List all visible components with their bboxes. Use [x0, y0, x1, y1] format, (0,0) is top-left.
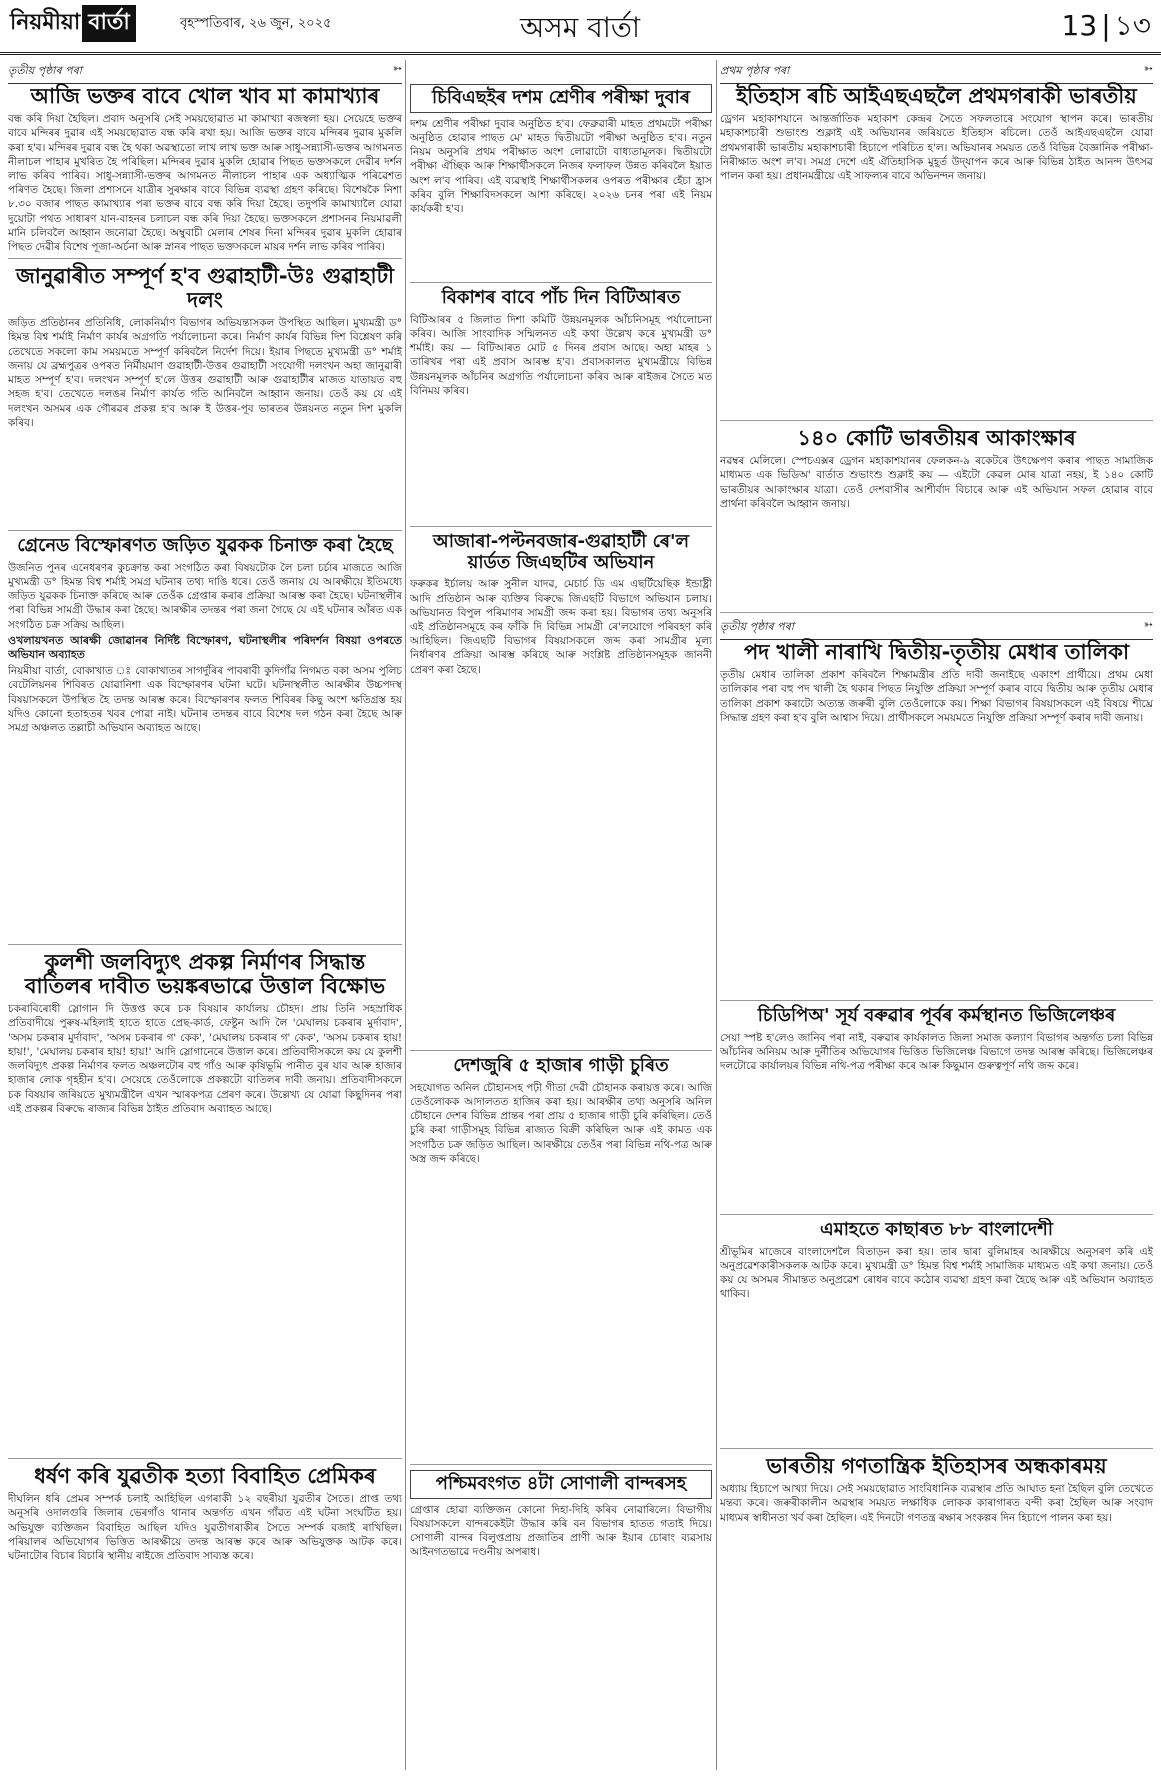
- headline: কুলশী জলবিদ্যুৎ প্ৰকল্প নিৰ্মাণৰ সিদ্ধান্ত বাতিলৰ দাবীত ভয়ঙ্কৰভাৱে উত্তাল বিক্ষোভ: [24, 950, 386, 999]
- story-merit-list: [720, 638, 1153, 1001]
- kicker-text: প্ৰথম পৃষ্ঠাৰ পৰা: [720, 64, 790, 77]
- logo-part2: বার্তা: [82, 5, 136, 42]
- headline: বিকাশৰ বাবে পাঁচ দিন বিটিআৰত: [441, 287, 681, 308]
- headline: পদ খালী নাৰাখি দ্বিতীয়-তৃতীয় মেধাৰ তালিকা: [743, 640, 1130, 664]
- headline: ধৰ্ষণ কৰি যুৱতীক হত্যা বিবাহিত প্ৰেমিকৰ: [34, 1464, 376, 1488]
- headline: চিডিপিঅ' সূৰ্য বৰুৱাৰ পূৰ্বৰ কৰ্মস্থানত ভিজিলেঞ্চৰ: [757, 1005, 1116, 1026]
- headline: আজাৰা-পল্টনবজাৰ-গুৱাহাটী ৰে'ল য়াৰ্ডত জিএছটিৰ অভিযান: [433, 531, 689, 573]
- kicker-text: তৃতীয় পৃষ্ঠাৰ পৰা: [8, 64, 82, 77]
- story-btr: [410, 286, 712, 527]
- page-number-latin: 13: [1061, 9, 1098, 42]
- headline: ভাৰতীয় গণতান্ত্ৰিক ইতিহাসৰ অন্ধকাৰময়: [766, 1454, 1107, 1478]
- story-kamakhya: [8, 82, 402, 259]
- page-number-local: ১৩: [1114, 9, 1151, 42]
- story-body: দীঘলিন ধৰি প্ৰেমৰ সম্পৰ্ক চলাই আহিছিল এগৰাকী ১২ বছৰীয়া যুৱতীৰ সৈতে। প্ৰাপ্ত তথ্য অনুসৰি ওদালগুৰি জিলাৰ ভেৰগাঁও থানাৰ অন্তৰ্গত এখন গাঁৱত এই ঘটনা সংঘটিত হয়। অভিযুক্ত ব্যক্তিজন বিবাহিত আছিল যদিও যুৱতীগৰাকীৰ সৈতে সম্পৰ্ক বজাই ৰাখিছিল। পৰিয়ালৰ অভিযোগৰ ভিত্তিত আৰক্ষীয়ে তদন্ত আৰম্ভ কৰে আৰু অভিযুক্তক আটক কৰে। ঘটনাটোৰ বিচাৰ বিচাৰি স্থানীয় ৰাইজে প্ৰতিবাদ সাব্যস্ত কৰে।: [8, 1493, 402, 1562]
- newspaper-logo: [10, 6, 160, 40]
- story-iss: [720, 82, 1153, 421]
- headline: চিবিএছইৰ দশম শ্ৰেণীৰ পৰীক্ষা দুবাৰ: [410, 84, 712, 113]
- headline: এমাহতে কাছাৰত ৮৮ বাংলাদেশী: [820, 1219, 1053, 1240]
- continued-kicker: [720, 618, 1153, 640]
- headline: ইতিহাস ৰচি আইএছএছলৈ প্ৰথমগৰাকী ভাৰতীয়: [736, 84, 1137, 108]
- story-bangladeshi: [720, 1218, 1153, 1449]
- continue-arrow-icon: ➳: [1143, 618, 1153, 631]
- story-body: গ্ৰেপ্তাৰ হোৱা ব্যক্তিজন কোনো দিহা-দিহি কৰিব নোৱাৰিলে। বিভাগীয় বিষয়াসকলে বান্দৰকেইটা উদ্ধাৰ কৰি বন বিভাগৰ হাতত গতাই দিয়ে। সোণালী বান্দৰ বিলুপ্তপ্ৰায় প্ৰজাতিৰ প্ৰাণী আৰু ইয়াৰ চোৰাং ব্যৱসায় আইনগতভাৱে দণ্ডনীয় অপৰাধ।: [410, 1503, 712, 1559]
- story-murder: [8, 1462, 402, 1770]
- story-golden-monkey: [410, 1468, 712, 1770]
- kicker-text: তৃতীয় পৃষ্ঠাৰ পৰা: [720, 620, 794, 633]
- logo-part1: নিয়মীয়া: [10, 9, 81, 35]
- story-vigilance: [720, 1004, 1153, 1215]
- story-body: নিয়মীয়া বাৰ্তা, বোকাখাত ঃ বোকাখাতৰ সাগৰ্দুৰিৰ পাবৰাবী কুদিগাঁৱ নিগমত বকা অসম পুলিচ বেটেলিয়নৰ শিবিৰত যোৱানিশা এক বিস্ফোৰণৰ ঘটনা ঘটে। ঘটনাস্থলীত আৰক্ষীৰ উচ্চপদস্থ বিষয়াসকলে উপস্থিত হৈ তদন্ত আৰম্ভ কৰে। বিস্ফোৰণৰ ফলত শিবিৰৰ কিছু অংশ ক্ষতিগ্ৰস্ত হয় যদিও কোনো হতাহতৰ খবৰ পোৱা নাই। ঘটনাৰ তদন্তৰ বাবে বিশেষ দল গঠন কৰা হৈছে আৰু সমগ্ৰ অঞ্চলত তল্লাচী অভিযান অব্যাহত আছে।: [8, 665, 402, 734]
- headline: গ্ৰেনেড বিস্ফোৰণত জড়িত যুৱকক চিনাক্ত কৰা হৈছে: [17, 535, 393, 556]
- story-body: অধ্যায় হিচাপে আখ্যা দিয়ে। সেই সময়ছোৱাত সাংবিধানিক ব্যৱস্থাৰ প্ৰতি আঘাত হনা হৈছিল বুলি তেখেতে মন্তব্য কৰে। জৰুৰীকালীন অৱস্থাৰ সময়ত লক্ষাধিক লোকক কাৰাগাৰত বন্দী কৰা হৈছিল আৰু সংবাদ মাধ্যমৰ স্বাধীনতা খৰ্ব কৰা হৈছিল। এই দিনটো গণতন্ত্ৰ ৰক্ষাৰ সংকল্পৰ দিন হিচাপে পালন কৰা হয়।: [720, 1483, 1153, 1524]
- story-body: জড়িত প্ৰতিষ্ঠানৰ প্ৰতিনিধি, লোকনিৰ্মাণ বিভাগৰ অভিযন্তাসকল উপস্থিত আছিল। মুখ্যমন্ত্ৰী ড° হিমন্ত বিশ্ব শৰ্মাই নিৰ্মাণ কাৰ্যৰ অগ্ৰগতি পৰ্যালোচনা কৰে। নিৰ্মাণ কাৰ্যৰ বিভিন্ন দিশ বিশ্লেষণ কৰি তেখেতে সকলো কাম সময়মতে সম্পূৰ্ণ কৰিবলৈ নিৰ্দেশ দিয়ে। ইয়াৰ পিছতে মুখ্যমন্ত্ৰী ড° শৰ্মাই জনায় যে ব্ৰহ্মপুত্ৰৰ ওপৰত নিৰ্মীয়মাণ গুৱাহাটী-উত্তৰ গুৱাহাটী সংযোগী দলংখন অহা জানুৱাৰী মাহত সম্পূৰ্ণ হ'ব। দলংখন সম্পূৰ্ণ হ'লে উত্তৰ গুৱাহাটী আৰু গুৱাহাটীৰ মাজত যাতায়ত বহু সহজ হ'ব। তেখেতে দলঙৰ নিৰ্মাণ কাৰ্যত গতি আনিবলৈ আহ্বান জনায়। তেওঁ কয় যে এই দলংখন অসমৰ এক গৌৰৱৰ প্ৰকল্প হ'ব আৰু ই উত্তৰ-পূব ভাৰতৰ উন্নয়নত নতুন দিশ মুকলি কৰিব।: [8, 317, 402, 429]
- story-body: চকৰাবিৰোধী স্লোগান দি উত্তপ্ত কৰে চক বিষয়াৰ কাৰ্যালয় চৌহদ। প্ৰায় তিনি সহস্ৰাধিক প্ৰতিবাদীয়ে পুৰুষ-মহিলাই হাতে হাতে প্ৰেছ-কাৰ্ড, ফেষ্টুন আদি লৈ 'মেঘালয় চকৰাৰ মুৰ্দাবাদ', 'অসম চকৰাৰ মুৰ্দাবাদ', 'অসম চকৰাৰ গ' কেক', 'মেঘালয় চকৰাৰ গ' কেক', 'অসম চকৰাৰ হায়! হায়!', 'মেঘালয় চকৰাৰ হায়! হায়!' আদি স্লোগানেৰে উত্তাল কৰে। প্ৰতিবাদীসকলে কয় যে কুলশী জলবিদ্যুৎ প্ৰকল্প নিৰ্মাণৰ ফলত অঞ্চলটোৰ বহু গাঁও আৰু কৃষিভূমি পানীত বুৰ যাব আৰু হাজাৰ হাজাৰ লোক গৃহহীন হ'ব। সেয়েহে তেওঁলোকে প্ৰকল্পটো বাতিলৰ দাবী জনায়। প্ৰতিবাদীসকলে চক বিষয়াৰ জৰিয়তে মুখ্যমন্ত্ৰীলৈ এখন স্মাৰকপত্ৰ প্ৰেৰণ কৰে। উল্লেখ্য যে যোৱা কিছুদিনৰ পৰা এই প্ৰকল্পৰ বিৰুদ্ধে ৰাজ্যৰ বিভিন্ন ঠাইত প্ৰতিবাদ অব্যাহত আছে।: [8, 1003, 402, 1115]
- headline: জানুৱাৰীত সম্পূৰ্ণ হ'ব গুৱাহাটী-উঃ গুৱাহাটী দলং: [15, 264, 395, 313]
- continue-arrow-icon: ➳: [392, 62, 402, 75]
- headline: ১৪০ কোটি ভাৰতীয়ৰ আকাংক্ষাৰ: [797, 426, 1076, 450]
- story-aspiration: [720, 424, 1153, 613]
- story-body: দশম শ্ৰেণীৰ পৰীক্ষা দুবাৰ অনুষ্ঠিত হ'ব। ফেব্ৰুৱাৰী মাহত প্ৰথমটো পৰীক্ষা অনুষ্ঠিত হোৱাৰ পাছত মে' মাহত দ্বিতীয়টো পৰীক্ষা অনুষ্ঠিত হ'ব। নতুন নিয়ম অনুসৰি প্ৰথম পৰীক্ষাত অংশ লোৱাটো বাধ্যতামূলক। দ্বিতীয়টো পৰীক্ষা ঐচ্ছিক আৰু শিক্ষাৰ্থীসকলে নিজৰ ফলাফল উন্নত কৰিবলৈ ইয়াত অংশ ল'ব পাৰিব। এই ব্যৱস্থাই শিক্ষাৰ্থীসকলৰ ওপৰত পৰীক্ষাৰ হেঁচা হ্ৰাস কৰিব বুলি শিক্ষাবিদসকলে আশা কৰিছে। ২০২৬ চনৰ পৰা এই নিয়ম কাৰ্যকৰী হ'ব।: [410, 117, 712, 215]
- story-body: শ্ৰীভূমিৰ মাজেৰে বাংলাদেশলৈ বিতাড়ন কৰা হয়। তাৰ দ্বাৰা বুলিমাহৰ আৰক্ষীয়ে অনুসৰণ কৰি এই অনুপ্ৰৱেশকাৰীসকলক আটক কৰে। মুখ্যমন্ত্ৰী ড° হিমন্ত বিশ্ব শৰ্মাই সামাজিক মাধ্যমত এই কথা জনায়। তেওঁ কয় যে অসমৰ সীমান্তত অনুপ্ৰৱেশ ৰোধৰ বাবে কঠোৰ ব্যৱস্থা গ্ৰহণ কৰা হৈছে আৰু এই অভিযান অব্যাহত থাকিব।: [720, 1245, 1153, 1301]
- masthead: [0, 0, 1161, 55]
- subheadline: ওখলায়খনত আৰক্ষী জোৱানৰ নিৰ্দিষ্ট বিস্ফোৰণ, ঘটনাস্থলীৰ পৰিদৰ্শন বিষয়া ওপৰতে অভিযান অব্যাহত: [8, 633, 402, 661]
- headline: পশ্চিমবংগত ৪টা সোণালী বান্দৰসহ: [410, 1470, 712, 1499]
- page-number: [1062, 4, 1151, 51]
- column-divider: [716, 60, 717, 1770]
- headline: আজি ভক্তৰ বাবে খোল খাব মা কামাখ্যাৰ: [30, 84, 380, 108]
- continued-kicker: [8, 62, 402, 84]
- section-title: অসম বাৰ্তা: [520, 11, 641, 44]
- story-body: নৱম্বৰ মেলিলে। স্পেচএক্সৰ ড্ৰেগন মহাকাশযানৰ ফেলকন-৯ ৰকেটৰে উৎক্ষেপণ কৰাৰ পাছত সামাজিক মাধ্যমত এক ভিডিঅ' বাৰ্তাত শুভাংশু শুক্লাই কয় — এইটো কেৱল মোৰ যাত্ৰা নহয়, ই ১৪০ কোটি ভাৰতীয়ৰ আকাংক্ষাৰ যাত্ৰা। তেওঁ দেশবাসীৰ আশীৰ্বাদ বিচাৰে আৰু এই অভিযান সফল হোৱাৰ বাবে প্ৰাৰ্থনা কৰিবলৈ আহ্বান জনায়।: [720, 455, 1153, 510]
- story-grenade: [8, 534, 402, 945]
- story-body: বিটিআৰৰ ৫ জিলাত দিশা কমিটি উন্নয়নমূলক আঁচনিসমূহ পৰ্যালোচনা কৰিব। আজি সাংবাদিক সন্মিলনত এই কথা উল্লেখ কৰে মুখ্যমন্ত্ৰী ড° শৰ্মাই। কয় — বিটিআৰত মোট ৫ দিনৰ প্ৰবাস আছে। অহা মাহৰ ১ তাৰিখৰ পৰা এই প্ৰবাস আৰম্ভ হ'ব। প্ৰবাসকালত মুখ্যমন্ত্ৰীয়ে বিভিন্ন উন্নয়নমূলক আঁচনিৰ অগ্ৰগতি পৰ্যালোচনা কৰিব আৰু ৰাইজৰ সৈতে মত বিনিময় কৰিব।: [410, 313, 712, 397]
- story-body: সহযোগত অনিল চৌহানসহ পঢ়ী গীতা দেৱী চৌহানক কৰায়ত্ত কৰে। আজি তেওঁলোকক আদালতত হাজিৰ কৰা হয়। আৰক্ষীৰ তথ্য অনুসৰি অনিল চৌহানে দেশৰ বিভিন্ন প্ৰান্তৰ পৰা প্ৰায় ৫ হাজাৰ গাড়ী চুৰি কৰিছিল। তেওঁ চুৰি কৰা গাড়ীসমূহ বিভিন্ন ৰাজ্যত বিক্ৰী কৰিছিল আৰু এই কামত এক সংগঠিত চক্ৰ জড়িত আছিল। আৰক্ষীয়ে তেওঁৰ পৰা বিভিন্ন নথি-পত্ৰ আৰু অস্ত্ৰ জব্দ কৰিছে।: [410, 1081, 712, 1165]
- headline: দেশজুৰি ৫ হাজাৰ গাড়ী চুৰিত: [453, 1055, 669, 1076]
- story-bridge: [8, 262, 402, 531]
- story-emergency: [720, 1452, 1153, 1770]
- story-body: ড্ৰেগন মহাকাশযানে আন্তৰ্জাতিক মহাকাশ কেন্দ্ৰৰ সৈতে সফলতাৰে সংযোগ স্থাপন কৰে। ভাৰতীয় মহাকাশচাৰী শুভাংশু শুক্লাই এই অভিযানৰ জৰিয়তে ইতিহাস ৰচিলে। তেওঁ আইএছএছলৈ যোৱা প্ৰথমগৰাকী ভাৰতীয় মহাকাশচাৰী হিচাপে পৰিচিত হ'ল। অভিযানৰ সময়ত তেওঁ বিভিন্ন বৈজ্ঞানিক পৰীক্ষা-নিৰীক্ষাত অংশ ল'ব। সমগ্ৰ দেশে এই ঐতিহাসিক মুহূৰ্ত উদ্‌যাপন কৰে আৰু বিভিন্ন ঠাইত আনন্দ উৎসৱ পালন কৰা হয়। প্ৰধানমন্ত্ৰীয়ে এই সাফল্যৰ বাবে অভিনন্দন জনায়।: [720, 113, 1153, 182]
- story-body: সেয়া স্পষ্ট হ'লেও জানিব পৰা নাই, বৰুৱাৰ কাৰ্যকালত জিলা সমাজ কল্যাণ বিভাগৰ অন্তৰ্গত চলা বিভিন্ন আঁচনিৰ অনিয়ম আৰু দুৰ্নীতিৰ অভিযোগৰ ভিত্তিত ভিজিলেঞ্চ বিভাগে তদন্ত আৰম্ভ কৰিছে। ভিজিলেঞ্চৰ দলটোৱে কাৰ্যালয়ৰ বিভিন্ন নথি-পত্ৰ পৰীক্ষা কৰে আৰু কিছুমান গুৰুত্বপূৰ্ণ নথি জব্দ কৰে।: [720, 1031, 1153, 1073]
- story-gst: [410, 530, 712, 1051]
- story-body: তৃতীয় মেধাৰ তালিকা প্ৰকাশ কৰিবলৈ শিক্ষামন্ত্ৰীৰ প্ৰতি দাবী জনাইছে একাংশ প্ৰাৰ্থীয়ে। প্ৰথম মেধা তালিকাৰ পৰা বহু পদ খালী হৈ থকাৰ পিছত নিযুক্তি প্ৰক্ৰিয়া সম্পূৰ্ণ কৰাৰ বাবে দ্বিতীয় আৰু তৃতীয় মেধাৰ তালিকা প্ৰকাশ কৰাটো অত্যন্ত জৰুৰী বুলি তেওঁলোকে কয়। শিক্ষা বিভাগৰ বিষয়াসকলে এই বিষয়ে শীঘ্ৰে সিদ্ধান্ত গ্ৰহণ কৰা হ'ব বুলি আশ্বাস দিয়ে। প্ৰাৰ্থীসকলে সময়মতে নিযুক্তি প্ৰক্ৰিয়া সম্পূৰ্ণ কৰাৰ দাবী জনায়।: [720, 669, 1153, 724]
- story-body: উজনিত পুনৰ এনেধৰণৰ কুচক্ৰান্ত কৰা সংগঠিত কৰা বিষয়টোক লৈ চলা চৰ্চাৰ মাজতে আজি মুখ্যমন্ত্ৰী ড° হিমন্ত বিশ্ব শৰ্মাই সমগ্ৰ ঘটনাৰ তথ্য দাঙি ধৰে। তেওঁ জনায় যে আৰক্ষীয়ে ইতিমধ্যে জড়িত যুৱকক চিনাক্ত কৰিছে আৰু তেওঁক গ্ৰেপ্তাৰ কৰাৰ প্ৰক্ৰিয়া আৰম্ভ কৰা হৈছে। ঘটনাস্থলীৰ পৰা বিভিন্ন সামগ্ৰী উদ্ধাৰ কৰা হৈছে। আৰক্ষীৰ তদন্তৰ পৰা জনা গৈছে যে এই ঘটনাৰ আঁৰত এক সংগঠিত চক্ৰ সক্ৰিয় আছিল।: [8, 561, 402, 631]
- story-body: বন্ধ কৰি দিয়া হৈছিল। প্ৰবাদ অনুসৰি সেই সময়ছোৱাত মা কামাখ্যা ৰজস্বলা হয়। সেয়েহে ভক্তৰ বাবে মন্দিৰৰ দুৱাৰ এই সময়ছোৱাত বন্ধ কৰি ৰখা হয়। আজি ভক্তৰ বাবে মন্দিৰৰ দুৱাৰ মুকলি কৰা হ'ব। মন্দিৰৰ দুৱাৰ বন্ধ হৈ থকা অৱস্থাতো লাখ লাখ ভক্ত আৰু সাধু-সন্ন্যাসী-ভক্তৰ আগমনত নীলাচল পাহাৰ মুখৰিত হৈ পৰিছিল। মন্দিৰৰ দুৱাৰ মুকলি হোৱাৰ পিছত ভক্তসকলে দেৱীৰ দৰ্শন লাভ কৰিব পাৰিব। সাধু-সন্ন্যাসী-ভক্তৰ আগমনত নীলাচল পাহাৰ এক অধ্যাত্মিক পৰিৱেশত পৰিণত হৈছে। জিলা প্ৰশাসনে যাত্ৰীৰ সুৰক্ষাৰ বাবে বিভিন্ন ব্যৱস্থা গ্ৰহণ কৰিছে। বিশেষকৈ নিশা ৮.৩০ বজাৰ পাছত কামাখ্যাৰ পৰা ভক্তৰ বাবে বন্ধ কৰি দিয়া হৈছে। তদুপৰি কামাখ্যালৈ যোৱা দুয়োটা পথত সাধাৰণ যান-বাহনৰ চলাচল বন্ধ কৰি দিয়া হৈছে। ভক্তসকলে প্ৰশাসনৰ নিয়মাৱলী মানি চলিবলৈ আহ্বান জনোৱা হৈছে। অম্বুবাচী মেলাৰ শেষৰ দিনা মন্দিৰৰ দুৱাৰ মুকলি হোৱাৰ পিছত দেৱীৰ বিশেষ পূজা-অৰ্চনা আৰু স্নানৰ পাছত ভক্তসকলে মায়ৰ দৰ্শন লাভ কৰিব পাৰিব।: [8, 113, 402, 253]
- story-cbse: [410, 82, 712, 283]
- story-body: ফৰুকৰ ইৰ্চালয় আৰু সুনীল যাদৱ, মেচাৰ্চ ডি এম এছৰ্টিয়েছিক ইন্ডাষ্ট্ৰী আদি প্ৰতিষ্ঠান আৰু ব্যক্তিৰ বিৰুদ্ধে জিএছটি বিভাগে অভিযান চলায়। অভিযানত বিপুল পৰিমাণৰ সামগ্ৰী জব্দ কৰা হয়। বিভাগৰ তথ্য অনুসৰি এই প্ৰতিষ্ঠানসমূহে কৰ ফাঁকি দি বিভিন্ন সামগ্ৰী ৰে'লযোগে পৰিবহণ কৰি আহিছিল। জিএছটি বিভাগৰ বিষয়াসকলে জব্দ কৰা সামগ্ৰীৰ মূল্য নিৰ্ধাৰণৰ প্ৰক্ৰিয়া আৰম্ভ কৰিছে আৰু সংশ্লিষ্ট প্ৰতিষ্ঠানসমূহক জাননী প্ৰেৰণ কৰা হৈছে।: [410, 578, 712, 676]
- story-car-theft: [410, 1054, 712, 1465]
- issue-date: বৃহস্পতিবাৰ, ২৬ জুন, ২০২৫: [180, 16, 332, 31]
- continued-kicker: [720, 62, 1153, 84]
- continue-arrow-icon: ➳: [1143, 62, 1153, 75]
- column-divider: [405, 60, 406, 1770]
- story-kulsi-dam: [8, 948, 402, 1459]
- page-number-separator: |: [1101, 9, 1111, 42]
